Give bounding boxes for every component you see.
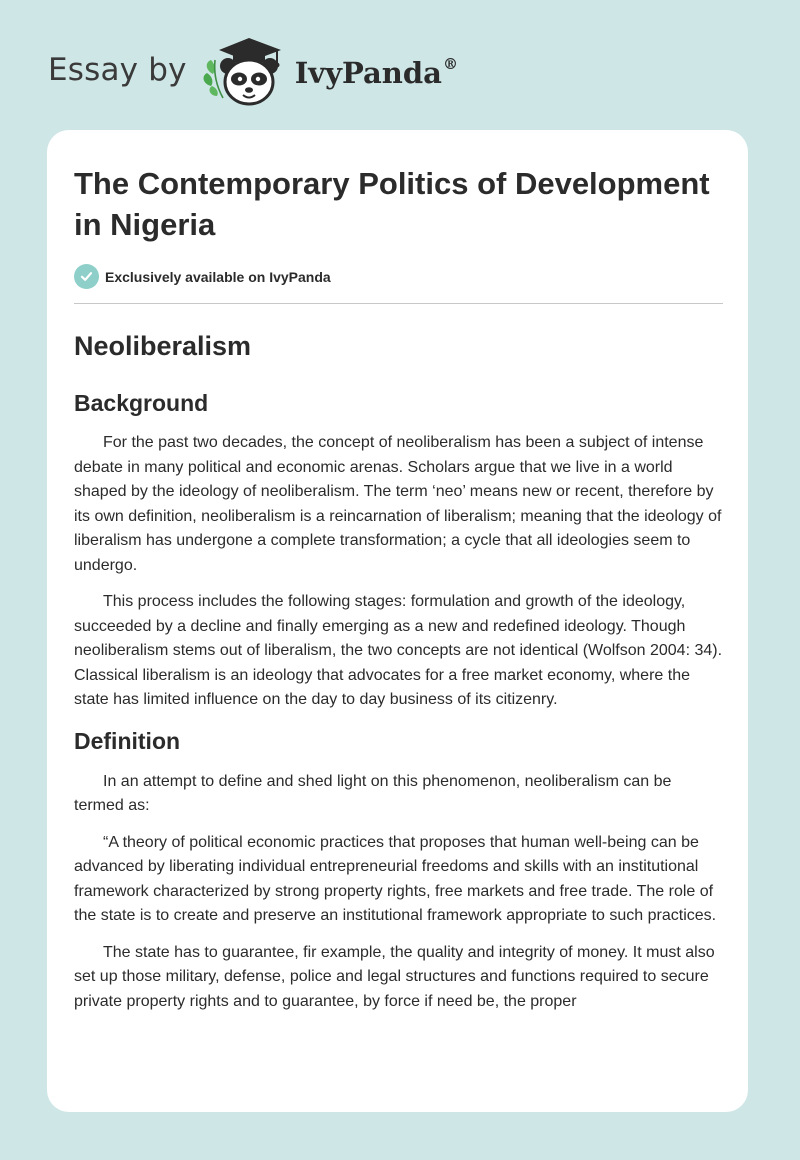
essay-body xyxy=(74,322,724,1026)
check-icon xyxy=(74,264,99,289)
paragraph: This process includes the following stages: formulation and growth of the ideology, succeeded by a decline and finally emerging as a new and redefined ideology. Though neoliberalism stems out of liberalism, the two concepts are not identical (Wolfson 2004: 34). Classical liberalism is an ideology that advocates for a free market economy, where the state has limited influence on the day to day business of its citizenry. xyxy=(74,593,723,708)
title-divider xyxy=(74,303,723,304)
quote-paragraph: “A theory of political economic practices that proposes that human well-being can be advanced by liberating individual entrepreneurial freedoms and skills with an institutional framework characterized by strong property rights, free markets and free trade. The role of the state is to create and preserve an institutional framework appropriate to such practices. xyxy=(74,833,717,924)
subsection-heading-background: Background xyxy=(74,390,209,416)
paragraph: In an attempt to define and shed light on this phenomenon, neoliberalism can be termed as: xyxy=(74,772,672,814)
exclusive-notice xyxy=(74,264,331,289)
paragraph: For the past two decades, the concept of neoliberalism has been a subject of intense debate in many political and economic arenas. Scholars argue that we live in a world shaped by the ideology of neoliberalism. The term ‘neo’ means new or recent, therefore by its own definition, neoliberalism is a reincarnation of liberalism; meaning that the ideology of liberalism has undergone a complete transformation; a cycle that all ideologies seem to undergo. xyxy=(74,434,722,574)
essay-by-label: Essay by xyxy=(48,52,187,88)
registered-mark: ® xyxy=(442,54,458,73)
essay-title: The Contemporary Politics of Development in Nigeria xyxy=(74,166,710,242)
paragraph: The state has to guarantee, fir example, the quality and integrity of money. It must also set up those military, defense, police and legal structures and functions required to secure private property rights and to guarantee, by force if need be, the proper xyxy=(74,943,715,1010)
brand-name-text: IvyPanda xyxy=(294,55,442,90)
brand-name[interactable] xyxy=(295,55,458,90)
ivypanda-logo-icon[interactable] xyxy=(201,30,293,110)
section-heading: Neoliberalism xyxy=(74,331,252,361)
subsection-heading-definition: Definition xyxy=(74,727,181,754)
site-header xyxy=(48,30,458,110)
essay-card xyxy=(47,130,748,1112)
exclusive-label: Exclusively available on IvyPanda xyxy=(105,268,331,285)
